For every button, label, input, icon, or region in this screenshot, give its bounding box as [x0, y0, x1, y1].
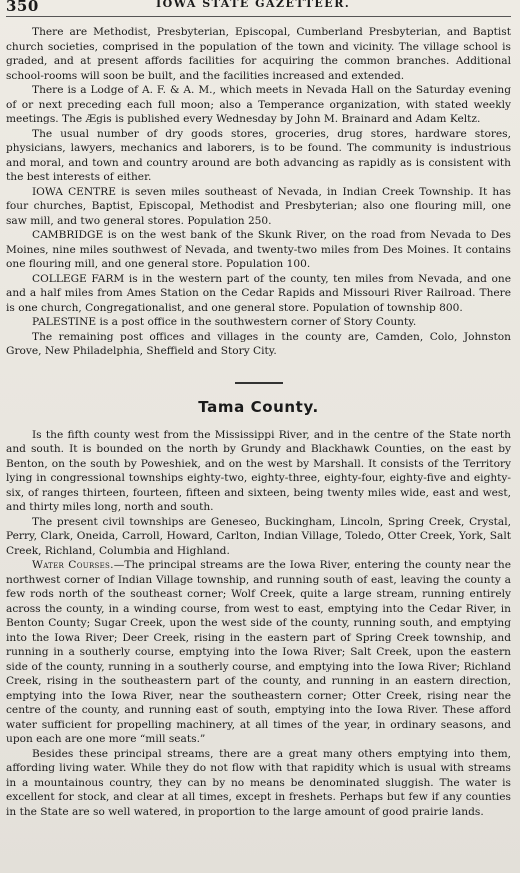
- paragraph: The present civil townships are Geneseo, Buckingham, Lincoln, Spring Creek, Crystal, Perry, Clark, Oneida, Carroll, Howard, Carlton, Indian Village, Toledo, Otter Creek, York, Salt Creek, Richland, Columbia and Highland.: [6, 515, 511, 557]
- page-number: 350: [6, 0, 39, 15]
- paragraph: COLLEGE FARM is in the western part of the county, ten miles from Nevada, and one and a half miles from Ames Station on the Cedar Rapids and Missouri River Railroad. There is one church, Congregationalist, and one general store. Population of township 800.: [6, 272, 511, 314]
- paragraph: PALESTINE is a post office in the southwestern corner of Story County.: [32, 316, 417, 328]
- paragraph: IOWA CENTRE is seven miles southeast of Nevada, in Indian Creek Township. It has four churches, Baptist, Episcopal, Methodist and Presbyterian; also one flouring mill, one saw mill, and two general stores. Population 250.: [6, 185, 511, 227]
- paragraph: The usual number of dry goods stores, groceries, drug stores, hardware stores, physicians, lawyers, mechanics and laborers, is to be found. The community is industrious and moral, and town and country around are both advancing as rapidly as is consistent with the best interests of either.: [6, 127, 511, 183]
- paragraph: CAMBRIDGE is on the west bank of the Skunk River, on the road from Nevada to Des Moines, nine miles southwest of Nevada, and twenty-two miles from Des Moines. It contains one flouring mill, and one general store. Population 100.: [6, 229, 511, 270]
- page-header: [6, 0, 511, 17]
- paragraph-water-courses: [6, 558, 511, 747]
- paragraph: Besides these principal streams, there are a great many others emptying into them, affording living water. While they do not flow with that rapidity which is usual with streams in a mountainous country, they can by no means be denominated sluggish. The water is excellent for stock, and clear at all times, except in freshets. Perhaps but few if any counties in the State are so well watered, in proportion to the large amount of good prairie lands.: [6, 747, 511, 818]
- section-divider: [235, 382, 283, 384]
- section-title: Tama County.: [198, 397, 319, 416]
- paragraph: The remaining post offices and villages in the county are, Camden, Colo, Johnston Grove, New Philadelphia, Sheffield and Story City.: [6, 330, 511, 357]
- run-in-heading: Water Courses.: [32, 559, 114, 571]
- running-head: IOWA STATE GAZETTEER.: [156, 0, 351, 10]
- paragraph: Is the fifth county west from the Mississippi River, and in the centre of the State north and south. It is bounded on the north by Grundy and Blackhawk Counties, on the east by Benton, on the south by Poweshiek, and on the west by Marshall. It consists of the Territory lying in congressional townships eighty-two, eighty-three, eighty-four, eighty-five and eighty-six, of ranges thirteen, fourteen, fifteen and sixteen, being twenty miles wide, east and west, and thirty miles long, north and south.: [6, 428, 511, 513]
- paragraph: There is a Lodge of A. F. & A. M., which meets in Nevada Hall on the Saturday evening of or next preceding each full moon; also a Temperance organization, with stated weekly meetings. The Ægis is published every Wednesday by John M. Brainard and Adam Keltz.: [6, 84, 511, 125]
- story-county-continued: [6, 25, 511, 359]
- paragraph-text: —The principal streams are the Iowa River, entering the county near the northwest corner of Indian Village township, and running south of east, leaving the county a few rods north of the southeast corner; Wolf Creek, quite a large stream, running entirely across the county, in a winding course, from west to east, emptying into the Cedar River, in Benton County; Sugar Creek, upon the west side of the county, running south, and emptying into the Iowa River; Deer Creek, rising in the eastern part of Spring Creek township, and running in a southerly course, emptying into the Iowa River; Salt Creek, upon the eastern side of the county, running in a southerly course, and emptying into the Iowa River; Richland Creek, rising in the southeastern part of the county, and running in an eastern direction, emptying into the Iowa River, near the southeastern corner; Otter Creek, rising near the centre of the county, and running east of south, emptying into the Iowa River. These afford water sufficient for propelling machinery, at all times of the year, in ordinary seasons, and upon each are one more “mill seats.”: [6, 559, 511, 745]
- tama-county-section: [6, 428, 511, 820]
- paragraph: There are Methodist, Presbyterian, Episcopal, Cumberland Presbyterian, and Baptist church societies, comprised in the population of the town and vicinity. The village school is graded, and at present affords facilities for acquiring the common branches. Additional school-rooms will soon be built, and the facilities increased and extended.: [6, 26, 511, 82]
